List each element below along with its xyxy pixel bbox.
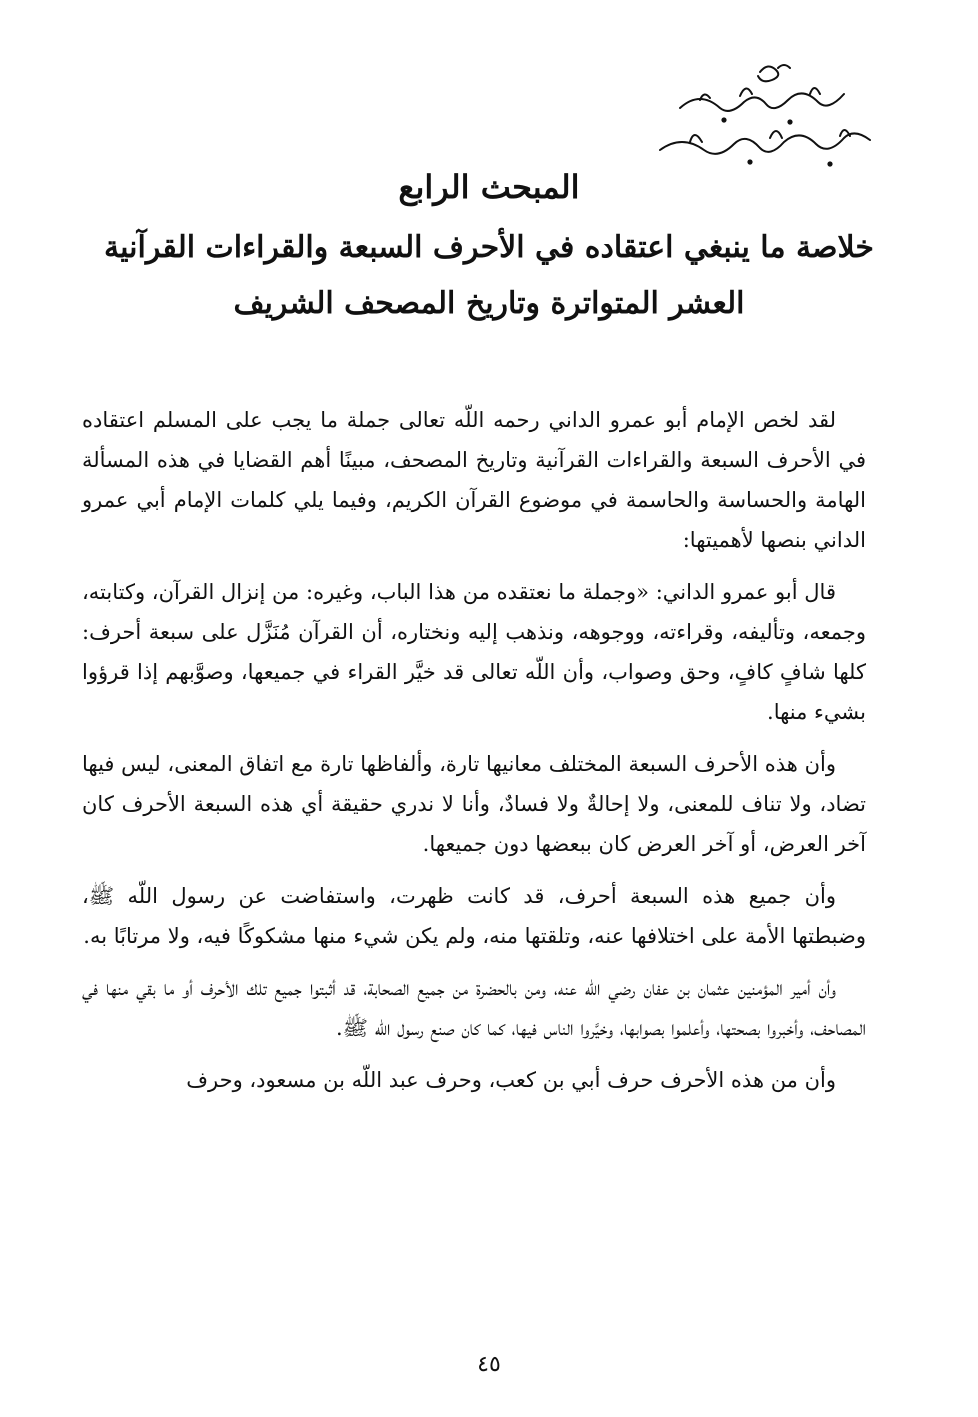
page-number: ٤٥ [477, 1352, 501, 1377]
calligraphy-stamp-icon [640, 50, 900, 180]
paragraph: وأن جميع هذه السبعة أحرف، قد كانت ظهرت، واستفاضت عن رسول اللّه ﷺ، وضبطتها الأمة على اختلافها عنه، وتلقتها منه، ولم يكن شيء منها مشكوكًا فيه، ولا مرتابًا به. [82, 884, 866, 948]
section-subtitle: خلاصة ما ينبغي اعتقاده في الأحرف السبعة والقراءات القرآنية العشر المتواترة وتاريخ المصحف الشريف [104, 230, 874, 321]
paragraph: وأن هذه الأحرف السبعة المختلف معانيها تارة، وألفاظها تارة مع اتفاق المعنى، ليس فيها تضاد، ولا تناف للمعنى، ولا إحالةٌ ولا فسادٌ، وأنا لا ندري حقيقة أي هذه السبعة الأحرف كان آخر العرض، أو آخر العرض كان ببعضها دون جميعها. [82, 752, 866, 856]
handwritten-uploader-stamp [640, 50, 900, 180]
paragraph: لقد لخص الإمام أبو عمرو الداني رحمه اللّه تعالى جملة ما يجب على المسلم اعتقاده في الأحرف السبعة والقراءات القرآنية وتاريخ المصحف، مبينًا أهم القضايا في هذه المسألة الهامة والحساسة والحاسمة في موضوع القرآن الكريم، وفيما يلي كلمات الإمام أبي عمرو الداني بنصها لأهميتها: [82, 408, 866, 552]
paragraph: وأن أمير المؤمنين عثمان بن عفان رضي اللّه عنه، ومن بالحضرة من جميع الصحابة، قد أثبتوا جميع تلك الأحرف أو ما بقي منها في المصاحف، وأخبروا بصحتها، وأعلموا بصوابها، وخيَّروا الناس فيها، كما كان صنع رسول اللّه ﷺ. [82, 976, 866, 1040]
section-title: المبحث الرابع [398, 168, 580, 206]
body-text [82, 400, 866, 1112]
paragraph: قال أبو عمرو الداني: «وجملة ما نعتقده من هذا الباب، وغيره: من إنزال القرآن، وكتابته، وجمعه، وتأليفه، وقراءته، ووجوهه، ونذهب إليه ونختاره، أن القرآن مُنَزَّل على سبعة أحرف: كلها شافٍ كافٍ، وحق وصواب، وأن اللّه تعالى قد خيَّر القراء في جميعها، وصوَّبهم إذا قرؤوا بشيء منها. [82, 580, 866, 724]
paragraph: وأن من هذه الأحرف حرف أبي بن كعب، وحرف عبد اللّه بن مسعود، وحرف [186, 1068, 836, 1092]
